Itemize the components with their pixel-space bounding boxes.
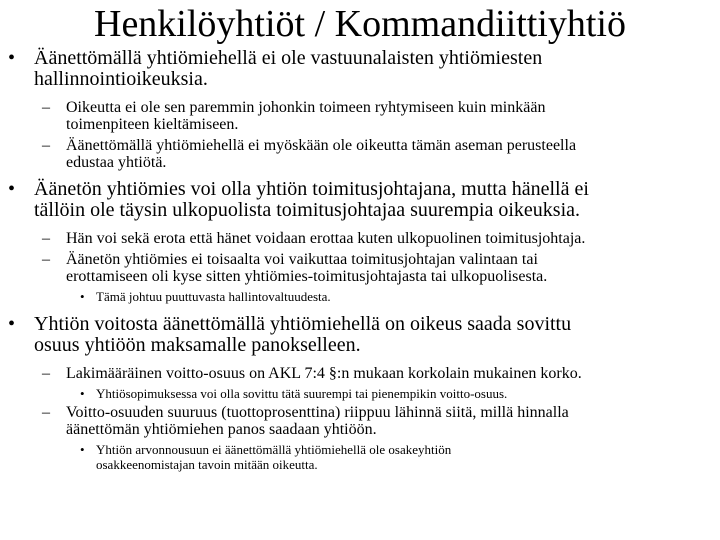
dash-marker: – (42, 99, 50, 116)
bullet-marker: • (80, 386, 85, 401)
bullet-text-line: Voitto-osuuden suuruus (tuottoprosenttina) riippuu lähinnä siitä, millä hinnalla (66, 404, 569, 421)
dash-marker: – (42, 404, 50, 421)
bullet-text-line: Yhtiön arvonnousuun ei äänettömällä yhtiömiehellä ole osakeyhtiön (96, 442, 452, 457)
bullet-1 (0, 48, 720, 90)
bullet-marker: • (80, 289, 85, 304)
bullet-1-2 (0, 137, 720, 171)
bullet-text-line: Yhtiön voitosta äänettömällä yhtiömiehellä on oikeus saada sovittu (34, 313, 572, 335)
bullet-marker: • (8, 313, 16, 335)
bullet-3-2 (0, 404, 720, 438)
bullet-2-1 (0, 230, 720, 247)
bullet-text-line: toimenpiteen kieltämiseen. (66, 116, 239, 133)
bullet-text-line: Äänettömällä yhtiömiehellä ei myöskään ole oikeutta tämän aseman perusteella (66, 137, 577, 154)
bullet-text-line: osuus yhtiöön maksamalle panokselleen. (34, 334, 361, 356)
bullet-text-line: Lakimääräinen voitto-osuus on AKL 7:4 §:n mukaan korkolain mukainen korko. (66, 365, 582, 382)
bullet-2-2-1 (0, 289, 720, 304)
bullet-marker: • (80, 442, 85, 457)
slide-body (0, 48, 720, 472)
dash-marker: – (42, 365, 50, 382)
bullet-marker: • (8, 178, 16, 200)
slide-title: Henkilöyhtiöt / Kommandiittiyhtiö (94, 3, 626, 45)
bullet-text-line: erottamiseen oli kyse sitten yhtiömies-toimitusjohtajasta tai ulkopuolisesta. (66, 268, 548, 285)
bullet-2 (0, 179, 720, 221)
bullet-text-line: Oikeutta ei ole sen paremmin johonkin toimeen ryhtymiseen kuin minkään (66, 99, 546, 116)
bullet-text-line: tällöin ole täysin ulkopuolista toimitusjohtajaa suurempia oikeuksia. (34, 199, 581, 221)
bullet-text-line: Yhtiösopimuksessa voi olla sovittu tätä suurempi tai pienempikin voitto-osuus. (96, 386, 508, 401)
bullet-marker: • (8, 47, 16, 69)
dash-marker: – (42, 137, 50, 154)
bullet-text-line: osakkeenomistajan tavoin mitään oikeutta. (96, 457, 318, 472)
dash-marker: – (42, 251, 50, 268)
bullet-3 (0, 314, 720, 356)
bullet-text-line: hallinnointioikeuksia. (34, 68, 208, 90)
bullet-text-line: äänettömän yhtiömiehen panos saadaan yhtiöön. (66, 421, 377, 438)
bullet-text-line: Äänetön yhtiömies voi olla yhtiön toimitusjohtajana, mutta hänellä ei (34, 178, 589, 200)
bullet-3-1 (0, 365, 720, 382)
bullet-3-2-1 (0, 442, 720, 472)
dash-marker: – (42, 230, 50, 247)
bullet-1-1 (0, 99, 720, 133)
bullet-text-line: Äänettömällä yhtiömiehellä ei ole vastuunalaisten yhtiömiesten (34, 47, 543, 69)
bullet-text-line: Äänetön yhtiömies ei toisaalta voi vaikuttaa toimitusjohtajan valintaan tai (66, 251, 538, 268)
bullet-3-1-1 (0, 386, 720, 401)
bullet-2-2 (0, 251, 720, 285)
bullet-text-line: Tämä johtuu puuttuvasta hallintovaltuudesta. (96, 289, 331, 304)
bullet-text-line: edustaa yhtiötä. (66, 154, 167, 171)
bullet-text-line: Hän voi sekä erota että hänet voidaan erottaa kuten ulkopuolinen toimitusjohtaja. (66, 230, 586, 247)
